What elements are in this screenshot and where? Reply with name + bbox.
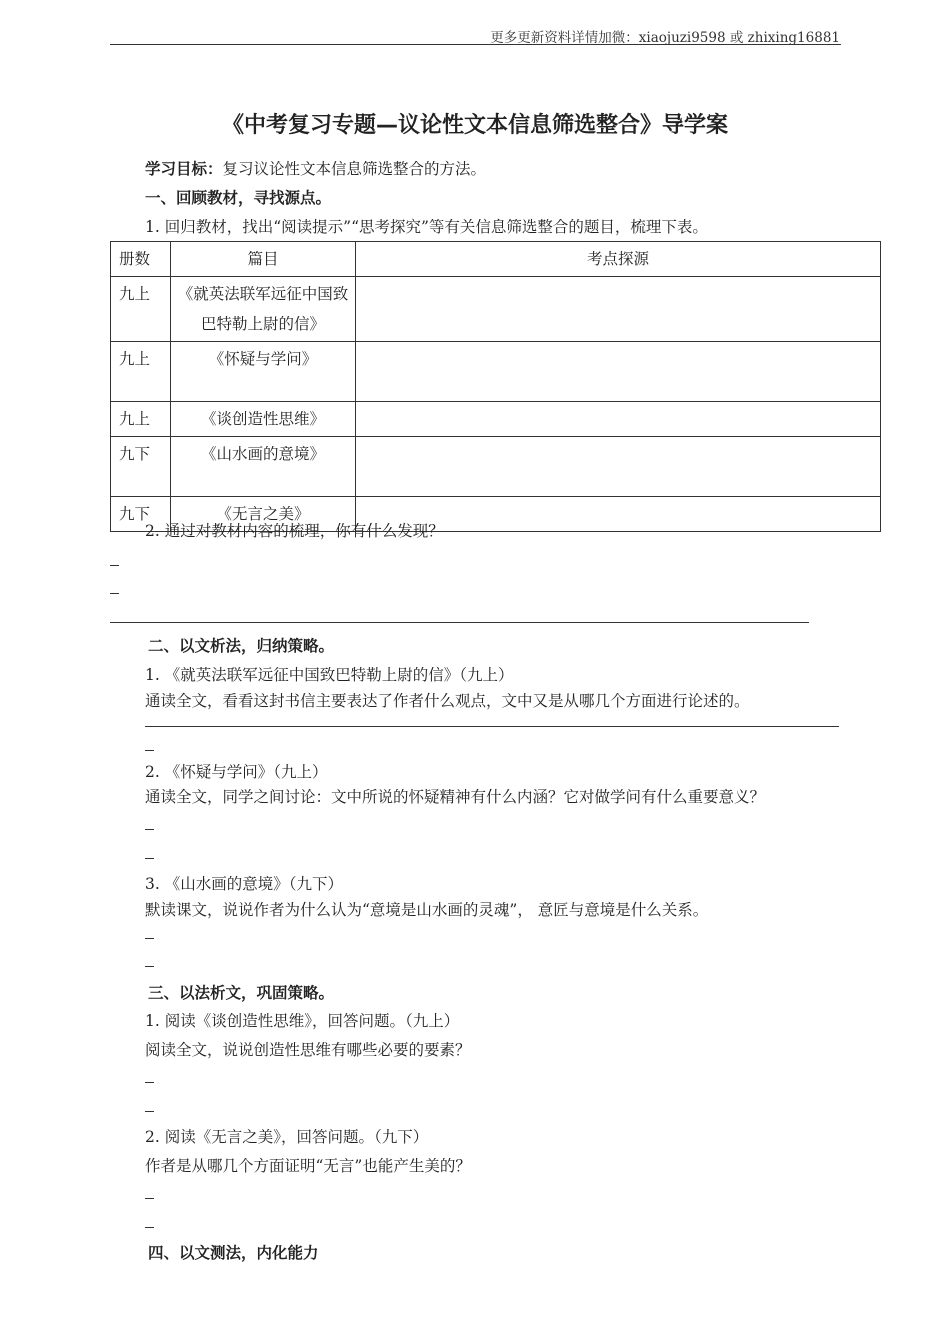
section2-item1-text: 通读全文，看看这封书信主要表达了作者什么观点，文中又是从哪几个方面进行论述的。 (145, 692, 750, 710)
section2-item2-text: 通读全文，同学之间讨论：文中所说的怀疑精神有什么内涵？它对做学问有什么重要意义？ (145, 788, 766, 806)
section3-heading: 三、以法析文，巩固策略。 (148, 984, 335, 1002)
goal-text: 复习议论性文本信息筛选整合的方法。 (222, 160, 487, 178)
table-row (111, 277, 881, 342)
title-cell: 《山水画的意境》 (171, 437, 356, 497)
section1-q1: 1. 回归教材，找出“阅读提示”“思考探究”等有关信息筛选整合的题目，梳理下表。 (145, 218, 708, 236)
section3-item2-text: 作者是从哪几个方面证明“无言”也能产生美的？ (145, 1157, 471, 1175)
page-title: 《中考复习专题—议论性文本信息筛选整合》导学案 (221, 113, 728, 138)
answer-cell[interactable] (356, 437, 881, 497)
answer-cell[interactable] (356, 402, 881, 437)
answer-blank[interactable] (145, 750, 154, 751)
section1-q2: 2. 通过对教材内容的梳理，你有什么发现？ (145, 522, 444, 540)
header-note: 更多更新资料详情加微：xiaojuzi9598 或 zhixing16881 (490, 30, 840, 46)
header-cell: 考点探源 (356, 242, 881, 277)
section3-item2-title: 2. 阅读《无言之美》，回答问题。（九下） (145, 1128, 429, 1146)
answer-blank[interactable] (145, 858, 154, 859)
goal-label: 学习目标： (145, 160, 223, 178)
book-cell: 九下 (111, 497, 171, 532)
header-cell: 篇目 (171, 242, 356, 277)
table-row (111, 402, 881, 437)
title-cell: 《就英法联军远征中国致巴特勒上尉的信》 (171, 277, 356, 342)
table-row (111, 342, 881, 402)
header-cell: 册数 (111, 242, 171, 277)
answer-cell[interactable] (356, 277, 881, 342)
book-cell: 九上 (111, 277, 171, 342)
answer-blank[interactable] (145, 966, 154, 967)
answer-line[interactable] (145, 726, 839, 727)
section3-item1-title: 1. 阅读《谈创造性思维》，回答问题。（九上） (145, 1012, 460, 1030)
section2-item3-title: 3. 《山水画的意境》（九下） (145, 875, 343, 893)
answer-blank[interactable] (145, 938, 154, 939)
answer-line[interactable] (110, 622, 809, 623)
answer-blank[interactable] (145, 1082, 154, 1083)
book-cell: 九上 (111, 402, 171, 437)
title-cell: 《无言之美》 (171, 497, 356, 532)
answer-blank[interactable] (145, 1227, 154, 1228)
answer-blank[interactable] (145, 829, 154, 830)
header-rule (110, 44, 841, 45)
book-cell: 九下 (111, 437, 171, 497)
section2-heading: 二、以文析法，归纳策略。 (148, 637, 335, 655)
book-cell: 九上 (111, 342, 171, 402)
source-table (110, 241, 881, 532)
answer-blank[interactable] (110, 565, 119, 566)
section2-item1-title: 1. 《就英法联军远征中国致巴特勒上尉的信》（九上） (145, 666, 514, 684)
answer-blank[interactable] (145, 1198, 154, 1199)
answer-blank[interactable] (110, 593, 119, 594)
section3-item1-text: 阅读全文，说说创造性思维有哪些必要的要素？ (145, 1041, 471, 1059)
section4-heading: 四、以文测法，内化能力 (148, 1244, 319, 1262)
title-cell: 《谈创造性思维》 (171, 402, 356, 437)
section1-heading: 一、回顾教材，寻找源点。 (145, 189, 332, 207)
table-header-row (111, 242, 881, 277)
answer-blank[interactable] (145, 1111, 154, 1112)
table-row (111, 437, 881, 497)
answer-cell[interactable] (356, 342, 881, 402)
section2-item3-text: 默读课文，说说作者为什么认为“意境是山水画的灵魂”， 意匠与意境是什么关系。 (145, 901, 709, 919)
learning-goal (145, 157, 486, 179)
title-cell: 《怀疑与学问》 (171, 342, 356, 402)
section2-item2-title: 2. 《怀疑与学问》（九上） (145, 763, 328, 781)
